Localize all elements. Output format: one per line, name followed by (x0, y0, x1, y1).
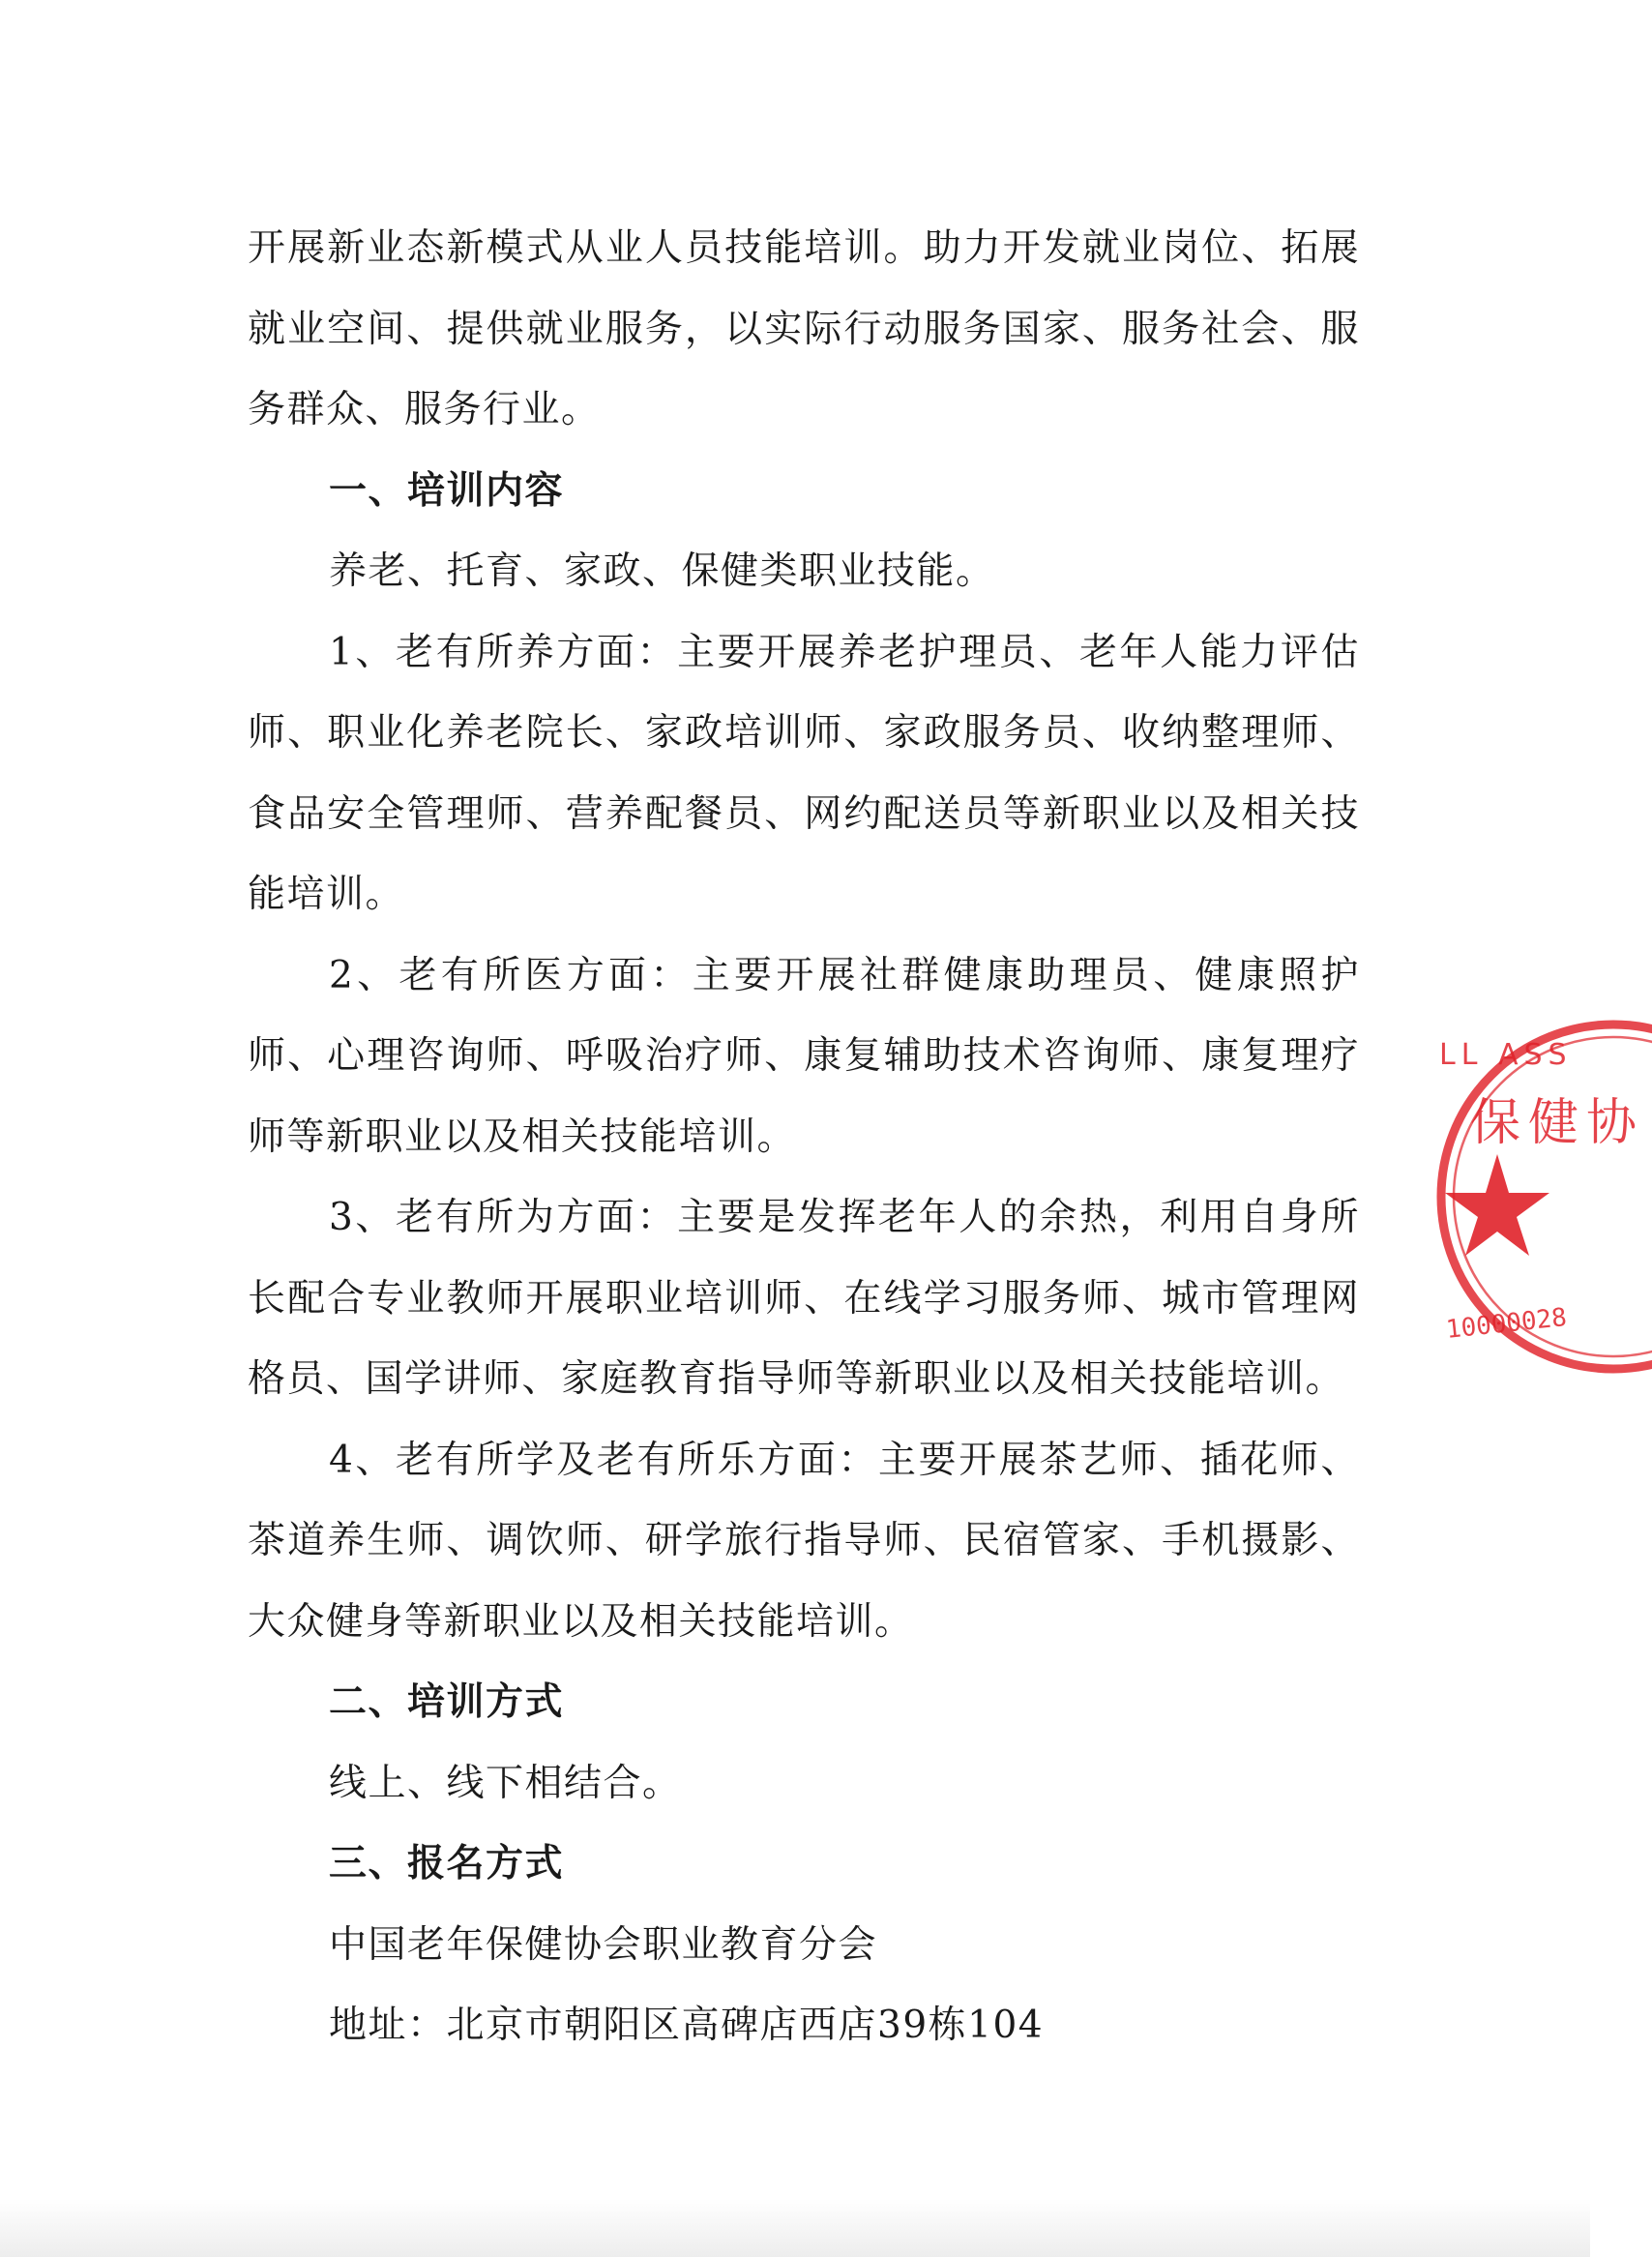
section-heading-training-content: 一、培训内容 (329, 468, 565, 513)
organization-name: 中国老年保健协会职业教育分会 (329, 1922, 878, 1967)
intro-paragraph: 开展新业态新模式从业人员技能培训。助力开发就业岗位、拓展就业空间、提供就业服务，以实际行动服务国家、服务社会、服务群众、服务行业。 (248, 226, 1360, 431)
scan-shadow (0, 2199, 1590, 2257)
organization-address: 地址：北京市朝阳区高碑店西店39栋104 (329, 2004, 1045, 2047)
stamp-bottom-text: 10000028 (1444, 1303, 1569, 1345)
item-elder-learning: 4、老有所学及老有所乐方面：主要开展茶艺师、插花师、茶道养生师、调饮师、研学旅行指导师、民宿管家、手机摄影、大众健身等新职业以及相关技能培训。 (248, 1438, 1360, 1644)
item-elder-contribution: 3、老有所为方面：主要是发挥老年人的余热，利用自身所长配合专业教师开展职业培训师、在线学习服务师、城市管理网格员、国学讲师、家庭教育指导师等新职业以及相关技能培训。 (248, 1196, 1360, 1401)
document-body (248, 208, 1360, 2066)
official-seal-stamp (1430, 1014, 1652, 1380)
section-heading-registration: 三、报名方式 (329, 1842, 565, 1886)
item-elder-medical: 2、老有所医方面：主要开展社群健康助理员、健康照护师、心理咨询师、呼吸治疗师、康复辅助技术咨询师、康复理疗师等新职业以及相关技能培训。 (248, 953, 1360, 1159)
stamp-chars: 保健协 (1470, 1094, 1645, 1152)
training-method-text: 线上、线下相结合。 (329, 1761, 682, 1805)
section-heading-training-method: 二、培训方式 (329, 1680, 565, 1724)
stamp-top-text: LL ASS (1439, 1038, 1573, 1072)
training-summary: 养老、托育、家政、保健类职业技能。 (329, 549, 995, 593)
item-elder-care: 1、老有所养方面：主要开展养老护理员、老年人能力评估师、职业化养老院长、家政培训师、家政服务员、收纳整理师、食品安全管理师、营养配餐员、网约配送员等新职业以及相关技能培训。 (248, 630, 1360, 916)
